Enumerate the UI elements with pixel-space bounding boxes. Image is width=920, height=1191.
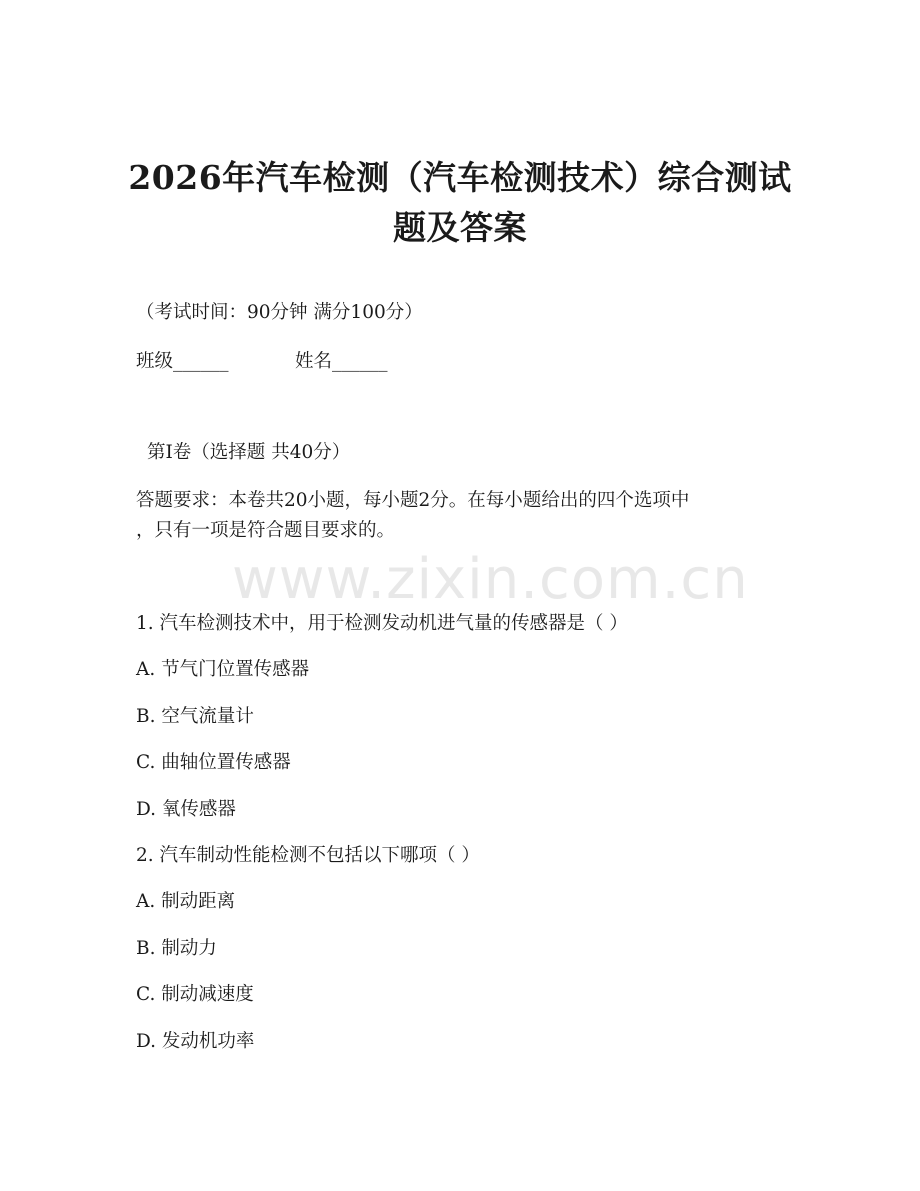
question-2-option-a: A. 制动距离 — [136, 891, 236, 912]
exam-info: （考试时间：90分钟 满分100分） — [136, 302, 423, 323]
question-1-option-b: B. 空气流量计 — [136, 706, 254, 727]
document-title-line2: 题及答案 — [393, 208, 527, 247]
document-title-line1: 2026年汽车检测（汽车检测技术）综合测试 — [128, 158, 792, 197]
question-2-option-d: D. 发动机功率 — [136, 1031, 255, 1052]
question-1-stem: 1. 汽车检测技术中，用于检测发动机进气量的传感器是（ ） — [136, 613, 628, 634]
question-1-option-c: C. 曲轴位置传感器 — [136, 752, 291, 773]
section-header: 第I卷（选择题 共40分） — [147, 442, 351, 463]
name-field: 姓名______ — [295, 351, 388, 372]
watermark: www.zixin.com.cn — [232, 547, 749, 612]
question-1-option-a: A. 节气门位置传感器 — [136, 659, 310, 680]
class-field: 班级______ — [136, 351, 229, 372]
instructions-line1: 答题要求：本卷共20小题，每小题2分。在每小题给出的四个选项中 — [136, 490, 690, 511]
question-2-stem: 2. 汽车制动性能检测不包括以下哪项（ ） — [136, 845, 480, 866]
question-1-option-d: D. 氧传感器 — [136, 799, 236, 820]
question-2-option-c: C. 制动减速度 — [136, 984, 254, 1005]
instructions-line2: ，只有一项是符合题目要求的。 — [136, 520, 396, 541]
question-2-option-b: B. 制动力 — [136, 938, 217, 959]
